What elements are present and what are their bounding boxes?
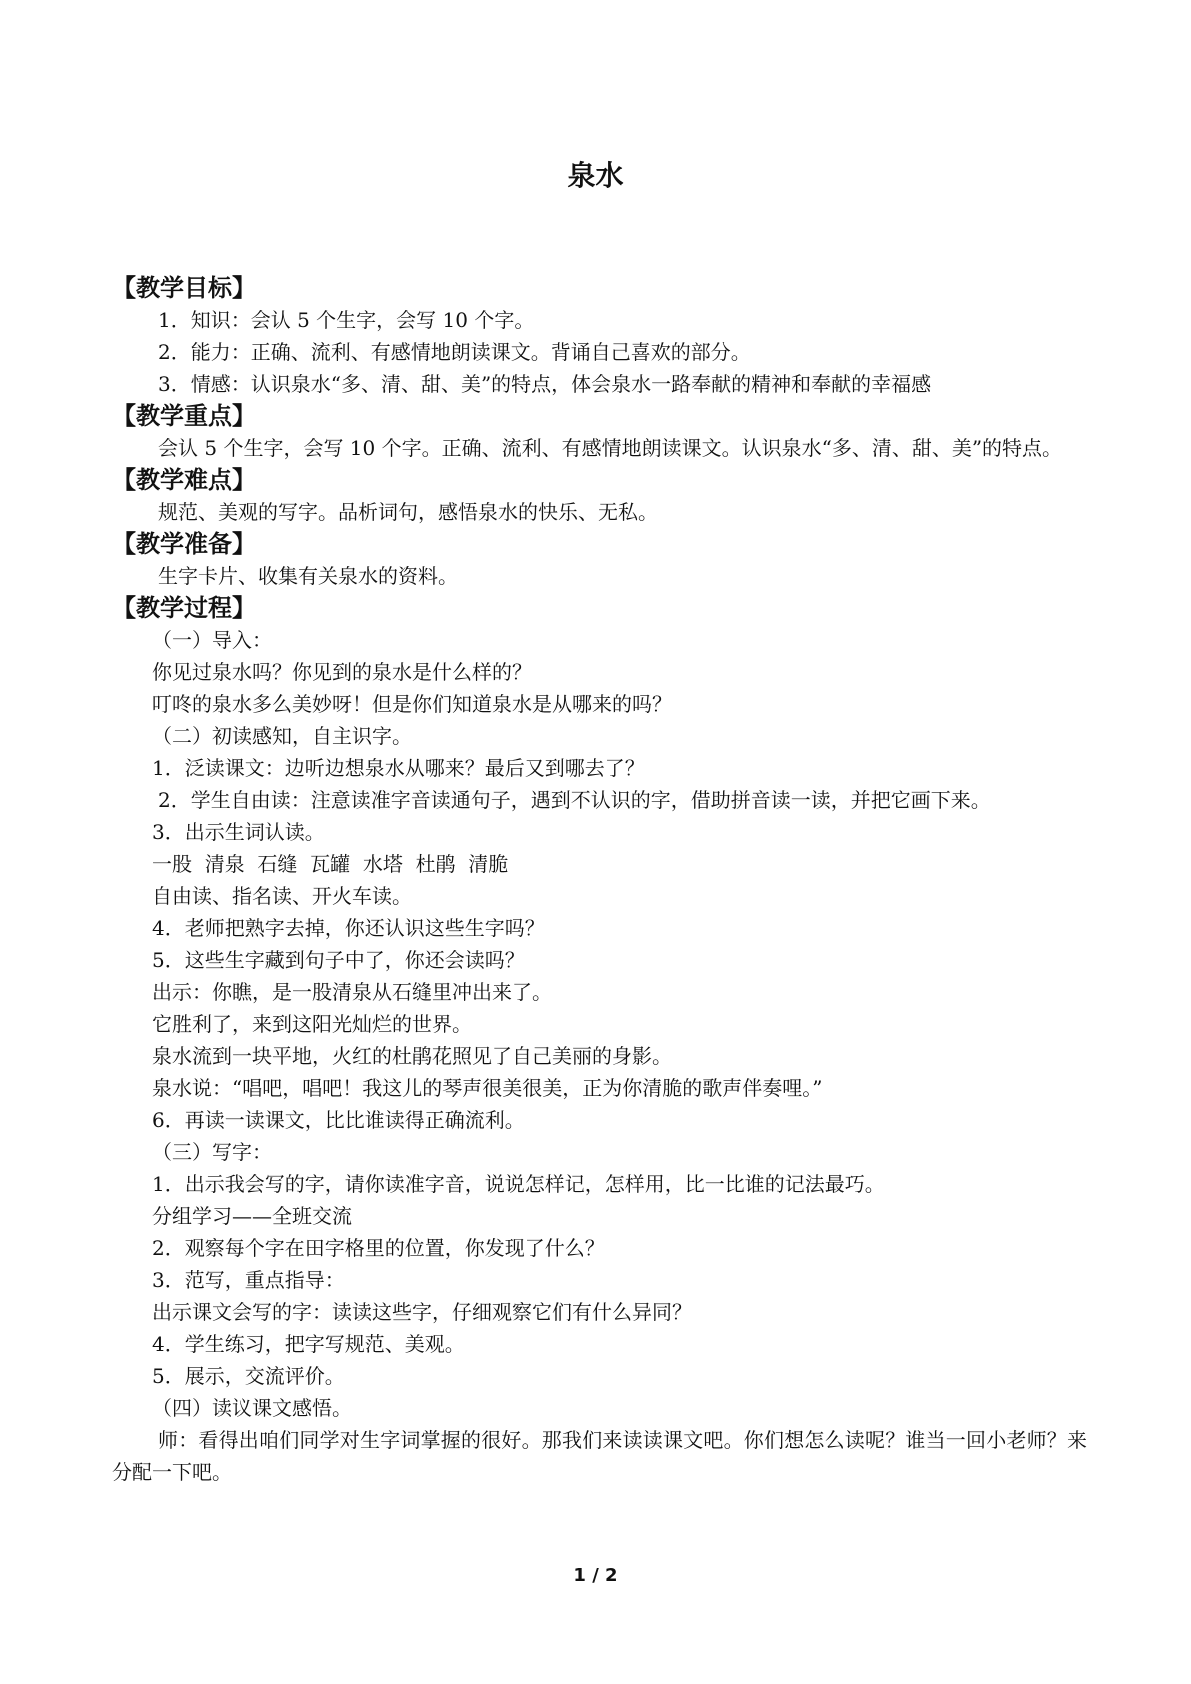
goal-item: 2．能力：正确、流利、有感情地朗读课文。背诵自己喜欢的部分。 xyxy=(158,340,751,364)
process-line: 它胜利了，来到这阳光灿烂的世界。 xyxy=(152,1012,472,1036)
process-subheading: （二）初读感知，自主识字。 xyxy=(152,724,412,748)
section-heading-preparation: 【教学准备】 xyxy=(112,530,256,558)
goal-item: 1．知识：会认 5 个生字，会写 10 个字。 xyxy=(158,308,535,332)
document-body xyxy=(112,272,1087,1488)
key-paragraph: 会认 5 个生字，会写 10 个字。正确、流利、有感情地朗读课文。认识泉水“多、清、甜、美”的特点。 xyxy=(158,436,1063,460)
vocabulary-line: 一股 清泉 石缝 瓦罐 水塔 杜鹃 清脆 xyxy=(152,852,509,876)
process-line: 出示：你瞧，是一股清泉从石缝里冲出来了。 xyxy=(152,980,552,1004)
process-line: 4．老师把熟字去掉，你还认识这些生字吗？ xyxy=(152,916,545,940)
process-line: 1．泛读课文：边听边想泉水从哪来？最后又到哪去了？ xyxy=(152,756,645,780)
process-line: 6．再读一读课文，比比谁读得正确流利。 xyxy=(152,1108,525,1132)
process-line: 5．这些生字藏到句子中了，你还会读吗？ xyxy=(152,948,525,972)
process-line: 3．范写，重点指导： xyxy=(152,1268,345,1292)
process-subheading: （三）写字： xyxy=(152,1140,272,1164)
difficulty-paragraph: 规范、美观的写字。品析词句，感悟泉水的快乐、无私。 xyxy=(158,500,658,524)
process-line: 你见过泉水吗？你见到的泉水是什么样的？ xyxy=(152,660,532,684)
section-heading-goals: 【教学目标】 xyxy=(112,274,256,302)
process-line: 叮咚的泉水多么美妙呀！但是你们知道泉水是从哪来的吗？ xyxy=(152,692,672,716)
process-subheading: （四）读议课文感悟。 xyxy=(152,1396,352,1420)
process-line: 泉水流到一块平地，火红的杜鹃花照见了自己美丽的身影。 xyxy=(152,1044,672,1068)
process-line: 分组学习——全班交流 xyxy=(152,1204,352,1228)
process-line: 2．观察每个字在田字格里的位置，你发现了什么？ xyxy=(152,1236,605,1260)
process-line: 1．出示我会写的字，请你读准字音，说说怎样记，怎样用，比一比谁的记法最巧。 xyxy=(152,1172,885,1196)
page-title: 泉水 xyxy=(567,159,624,192)
preparation-paragraph: 生字卡片、收集有关泉水的资料。 xyxy=(158,564,458,588)
process-line: 3．出示生词认读。 xyxy=(152,820,325,844)
process-line: 5．展示，交流评价。 xyxy=(152,1364,345,1388)
section-heading-difficulty: 【教学难点】 xyxy=(112,466,256,494)
page-number: 1 / 2 xyxy=(573,1565,618,1586)
process-line: 自由读、指名读、开火车读。 xyxy=(152,884,412,908)
process-line: 师：看得出咱们同学对生字词掌握的很好。那我们来读读课文吧。你们想怎么读呢？谁当一回小老师？来分配一下吧。 xyxy=(112,1428,1087,1484)
process-line: 4．学生练习，把字写规范、美观。 xyxy=(152,1332,465,1356)
process-line: 出示课文会写的字：读读这些字，仔细观察它们有什么异同？ xyxy=(152,1300,692,1324)
process-line: 泉水说：“唱吧，唱吧！我这儿的琴声很美很美，正为你清脆的歌声伴奏哩。” xyxy=(152,1076,823,1100)
process-subheading: （一）导入： xyxy=(152,628,272,652)
section-heading-key: 【教学重点】 xyxy=(112,402,256,430)
goal-item: 3．情感：认识泉水“多、清、甜、美”的特点，体会泉水一路奉献的精神和奉献的幸福感 xyxy=(158,372,932,396)
process-line: 2．学生自由读：注意读准字音读通句子，遇到不认识的字，借助拼音读一读，并把它画下来。 xyxy=(158,788,991,812)
section-heading-process: 【教学过程】 xyxy=(112,594,256,622)
